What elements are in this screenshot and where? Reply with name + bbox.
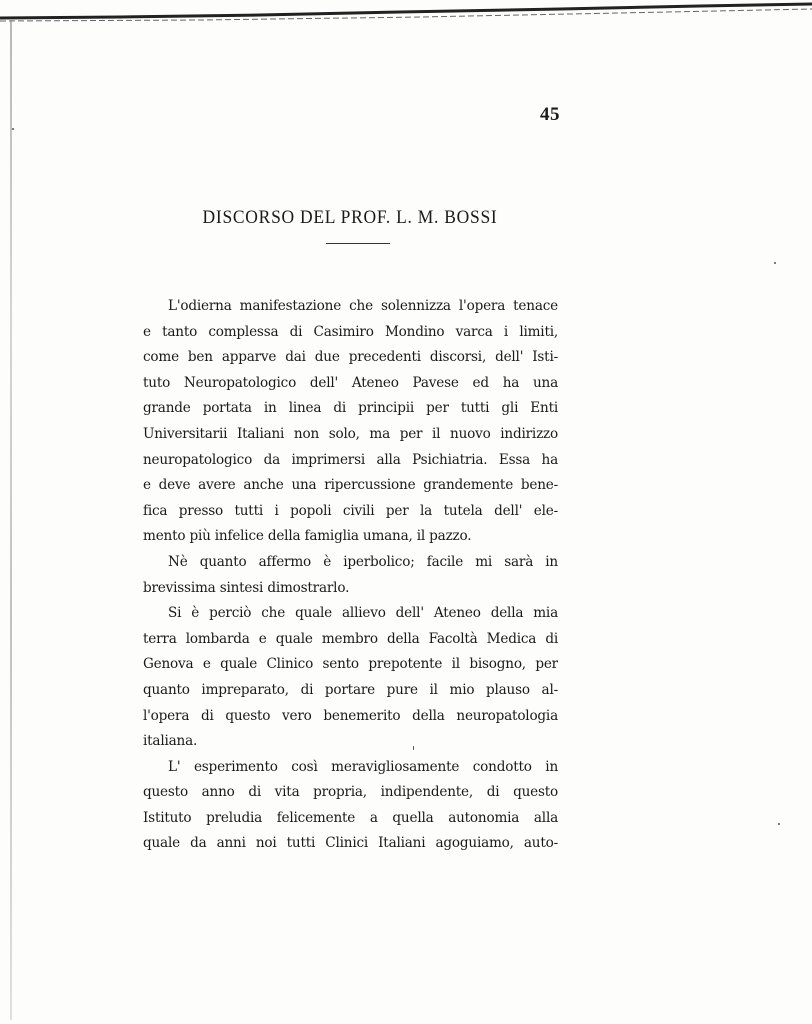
text-line: brevissima sintesi dimostrarlo.: [143, 579, 350, 596]
text-line: L' esperimento così meravigliosamente condotto in: [168, 758, 558, 775]
page-title: DISCORSO DEL PROF. L. M. BOSSI: [202, 207, 498, 228]
paragraph: [143, 294, 558, 550]
text-line: italiana.: [143, 733, 198, 750]
scan-speck: [413, 746, 414, 750]
text-line: grande portata in linea di principii per tutti gli Enti: [143, 400, 558, 417]
title-rule: [326, 243, 390, 244]
text-line: questo anno di vita propria, indipendente, di questo: [143, 784, 558, 801]
text-line: neuropatologico da imprimersi alla Psichiatria. Essa ha: [143, 451, 558, 468]
text-line: Genova e quale Clinico sento prepotente il bisogno, per: [143, 656, 558, 673]
text-line: Si è perciò che quale allievo dell' Ateneo della mia: [168, 605, 558, 622]
text-line: L'odierna manifestazione che solennizza l'opera tenace: [168, 298, 558, 314]
text-line: fica presso tutti i popoli civili per la tutela dell' ele-: [143, 502, 558, 519]
text-line: Istituto preludia felicemente a quella autonomia alla: [143, 809, 558, 826]
text-line: Universitarii Italiani non solo, ma per il nuovo indirizzo: [143, 425, 558, 442]
scan-speck: [12, 128, 14, 130]
page-number: 45: [540, 104, 560, 125]
text-line: Nè quanto affermo è iperbolico; facile mi sarà in: [168, 553, 558, 570]
page-left-margin: [10, 20, 12, 1020]
paragraph: [143, 755, 558, 857]
scan-speck: [774, 262, 776, 264]
paragraph: [143, 601, 558, 755]
body-text: [143, 294, 558, 857]
page-top-edge: [0, 0, 812, 22]
text-line: e tanto complessa di Casimiro Mondino varca i limiti,: [143, 323, 558, 340]
paragraph: [143, 550, 558, 601]
text-line: terra lombarda e quale membro della Facoltà Medica di: [143, 630, 558, 647]
scan-speck: [778, 823, 780, 825]
text-line: quanto impreparato, di portare pure il mio plauso al-: [143, 681, 558, 698]
text-line: come ben apparve dai due precedenti discorsi, dell' Isti-: [143, 349, 558, 366]
text-line: quale da anni noi tutti Clinici Italiani agoguiamo, auto-: [143, 835, 558, 852]
text-line: tuto Neuropatologico dell' Ateneo Pavese ed ha una: [143, 374, 558, 391]
text-line: l'opera di questo vero benemerito della neuropatologia: [143, 707, 558, 724]
text-line: e deve avere anche una ripercussione grandemente bene-: [143, 477, 558, 494]
text-line: mento più infelice della famiglia umana, il pazzo.: [143, 528, 472, 545]
